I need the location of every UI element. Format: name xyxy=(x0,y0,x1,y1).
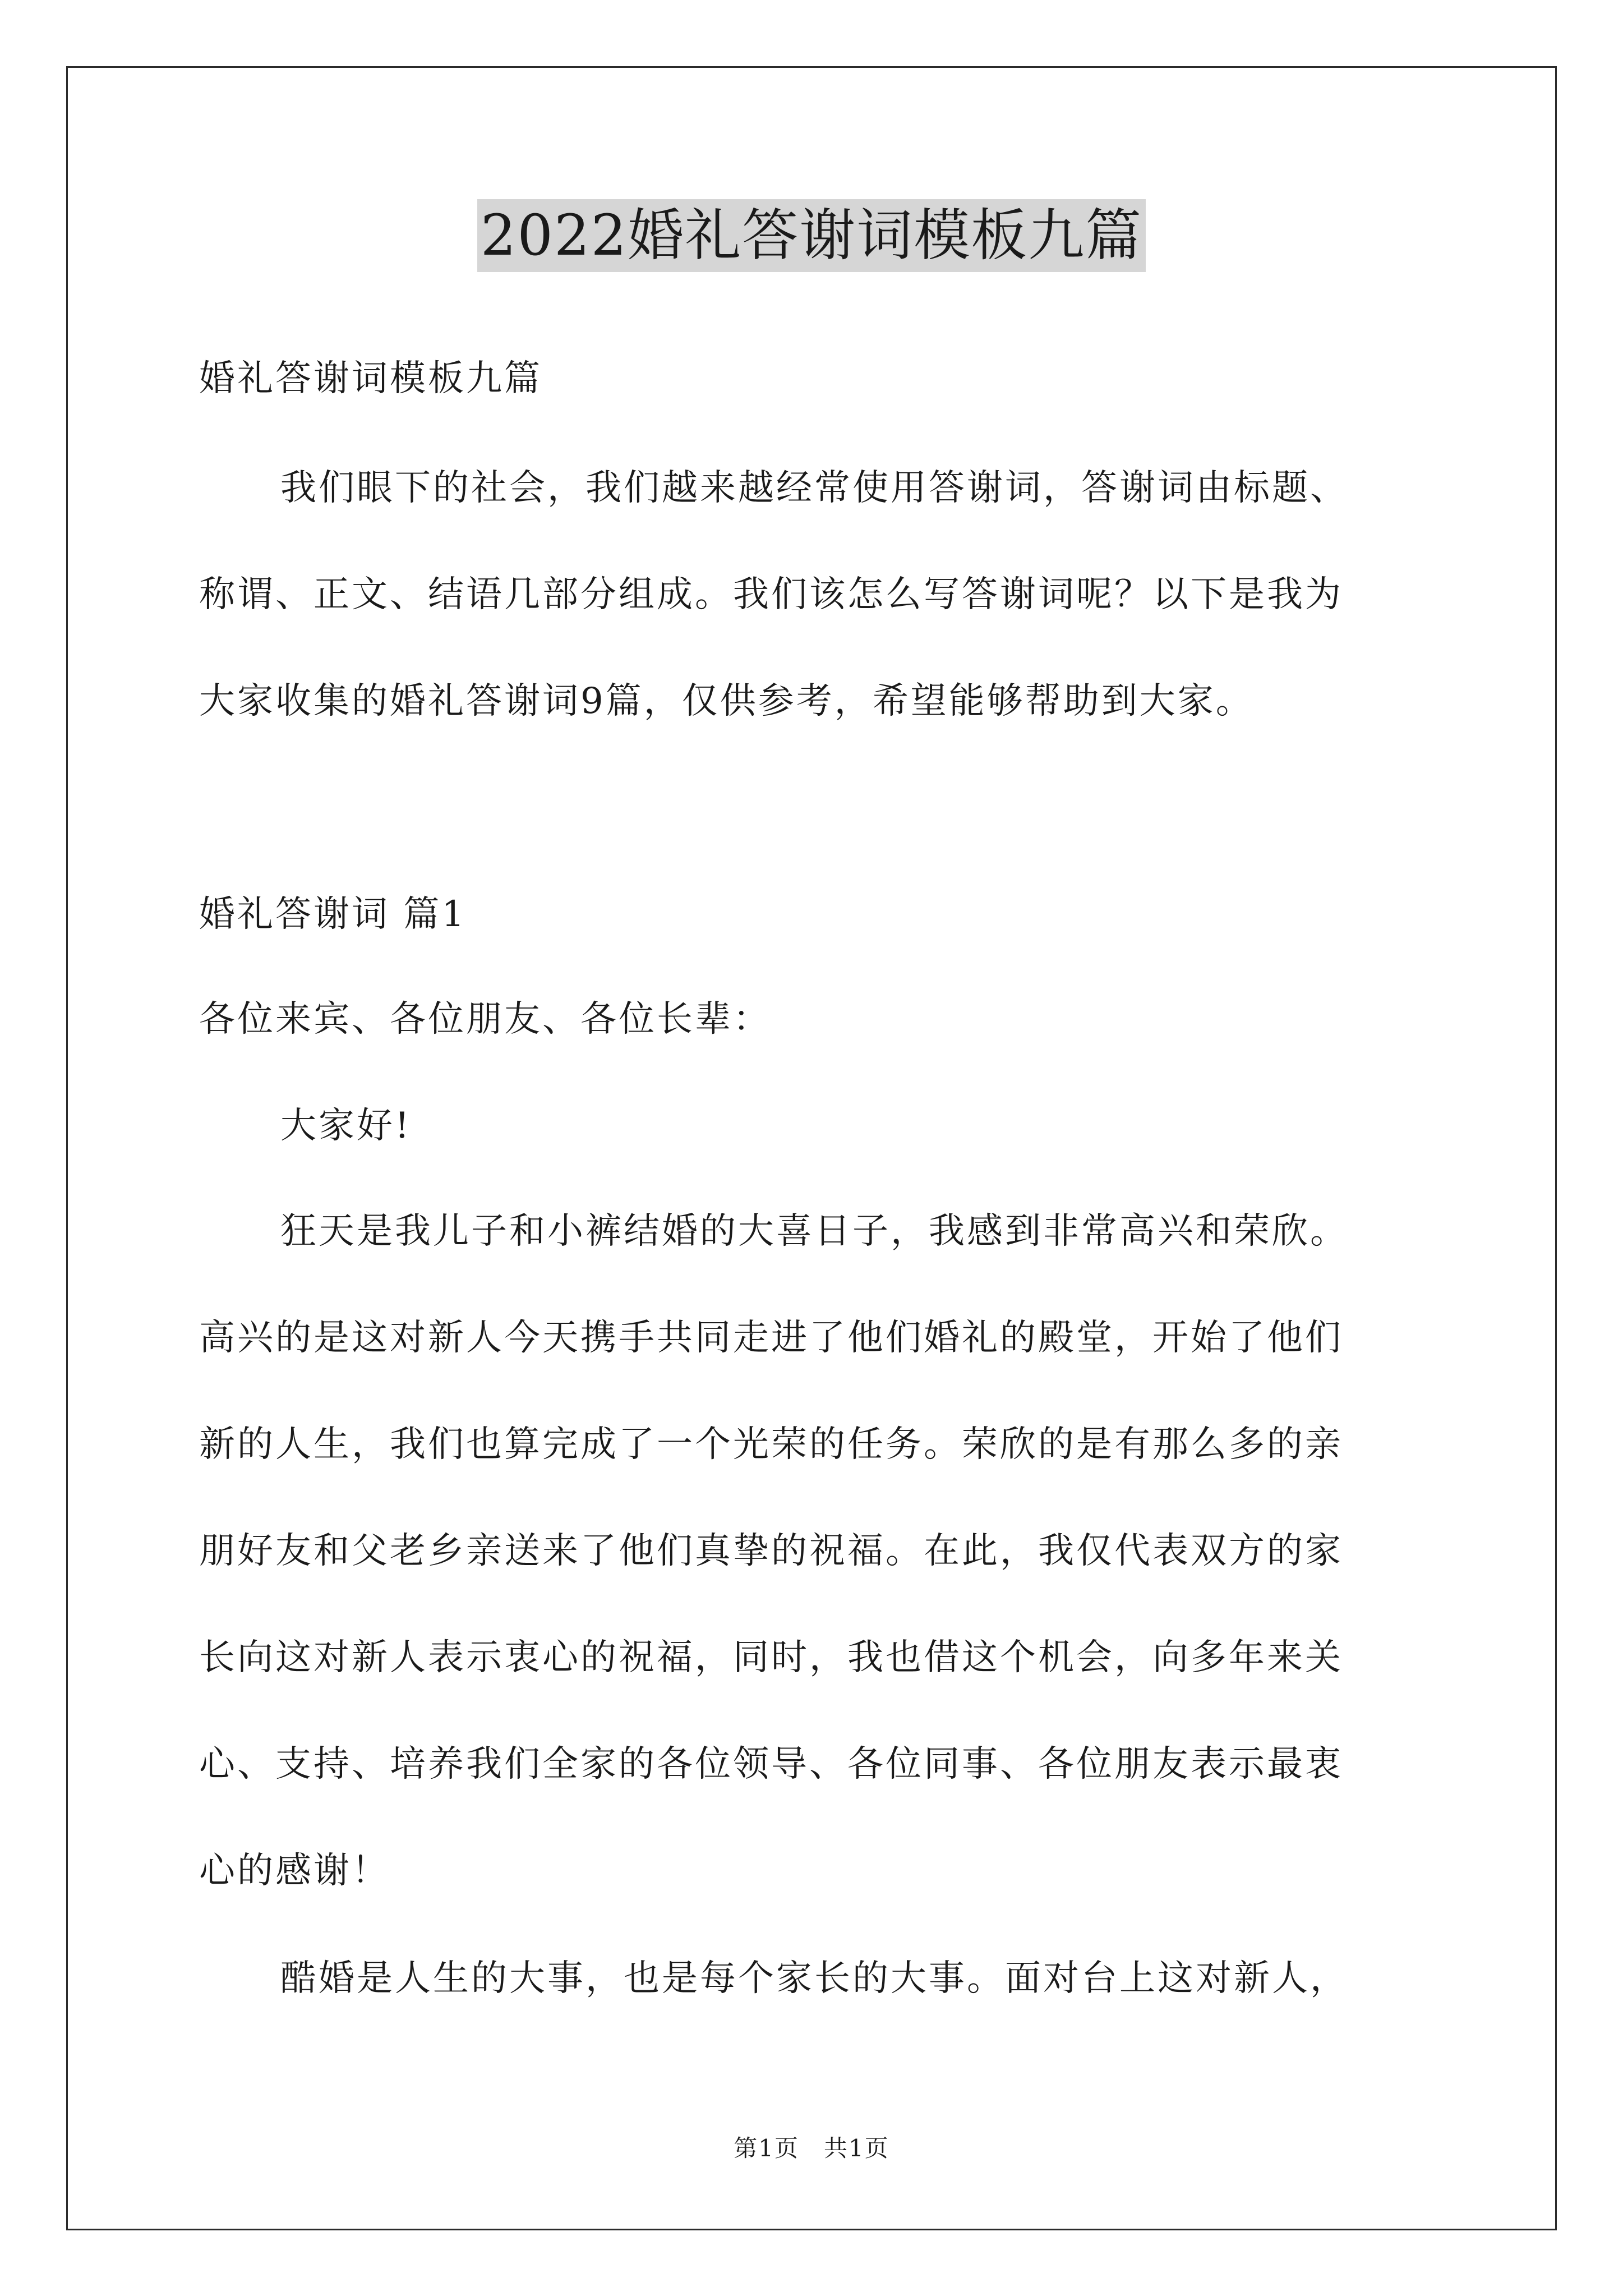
body-last-line: 酷婚是人生的大事，也是每个家长的大事。面对台上这对新人， xyxy=(280,1958,1348,1999)
title-container xyxy=(0,199,1623,272)
greeting: 大家好! xyxy=(280,1105,412,1147)
body-line-2: 高兴的是这对新人今天携手共同走进了他们婚礼的殿堂，开始了他们 xyxy=(199,1317,1343,1359)
intro-line-3: 大家收集的婚礼答谢词9篇，仅供参考，希望能够帮助到大家。 xyxy=(199,680,1254,722)
document-subtitle: 婚礼答谢词模板九篇 xyxy=(199,358,542,399)
body-line-7: 心的感谢！ xyxy=(199,1850,390,1892)
body-line-6: 心、支持、培养我们全家的各位领导、各位同事、各位朋友表示最衷 xyxy=(199,1743,1343,1785)
page-footer: 第1页 共1页 xyxy=(734,2134,889,2162)
salutation: 各位来宾、各位朋友、各位长辈： xyxy=(199,999,771,1040)
body-line-5: 长向这对新人表示衷心的祝福，同时，我也借这个机会，向多年来关 xyxy=(199,1637,1343,1678)
section-heading: 婚礼答谢词 篇1 xyxy=(199,894,467,935)
intro-line-1: 我们眼下的社会，我们越来越经常使用答谢词，答谢词由标题、 xyxy=(280,467,1348,509)
body-line-1: 狂天是我儿子和小裤结婚的大喜日子，我感到非常高兴和荣欣。 xyxy=(280,1211,1348,1252)
body-line-4: 朋好友和父老乡亲送来了他们真挚的祝福。在此，我仅代表双方的家 xyxy=(199,1530,1343,1572)
body-line-3: 新的人生，我们也算完成了一个光荣的任务。荣欣的是有那么多的亲 xyxy=(199,1424,1343,1465)
document-title: 2022婚礼答谢词模板九篇 xyxy=(477,199,1146,272)
intro-line-2: 称谓、正文、结语几部分组成。我们该怎么写答谢词呢？以下是我为 xyxy=(199,574,1343,615)
